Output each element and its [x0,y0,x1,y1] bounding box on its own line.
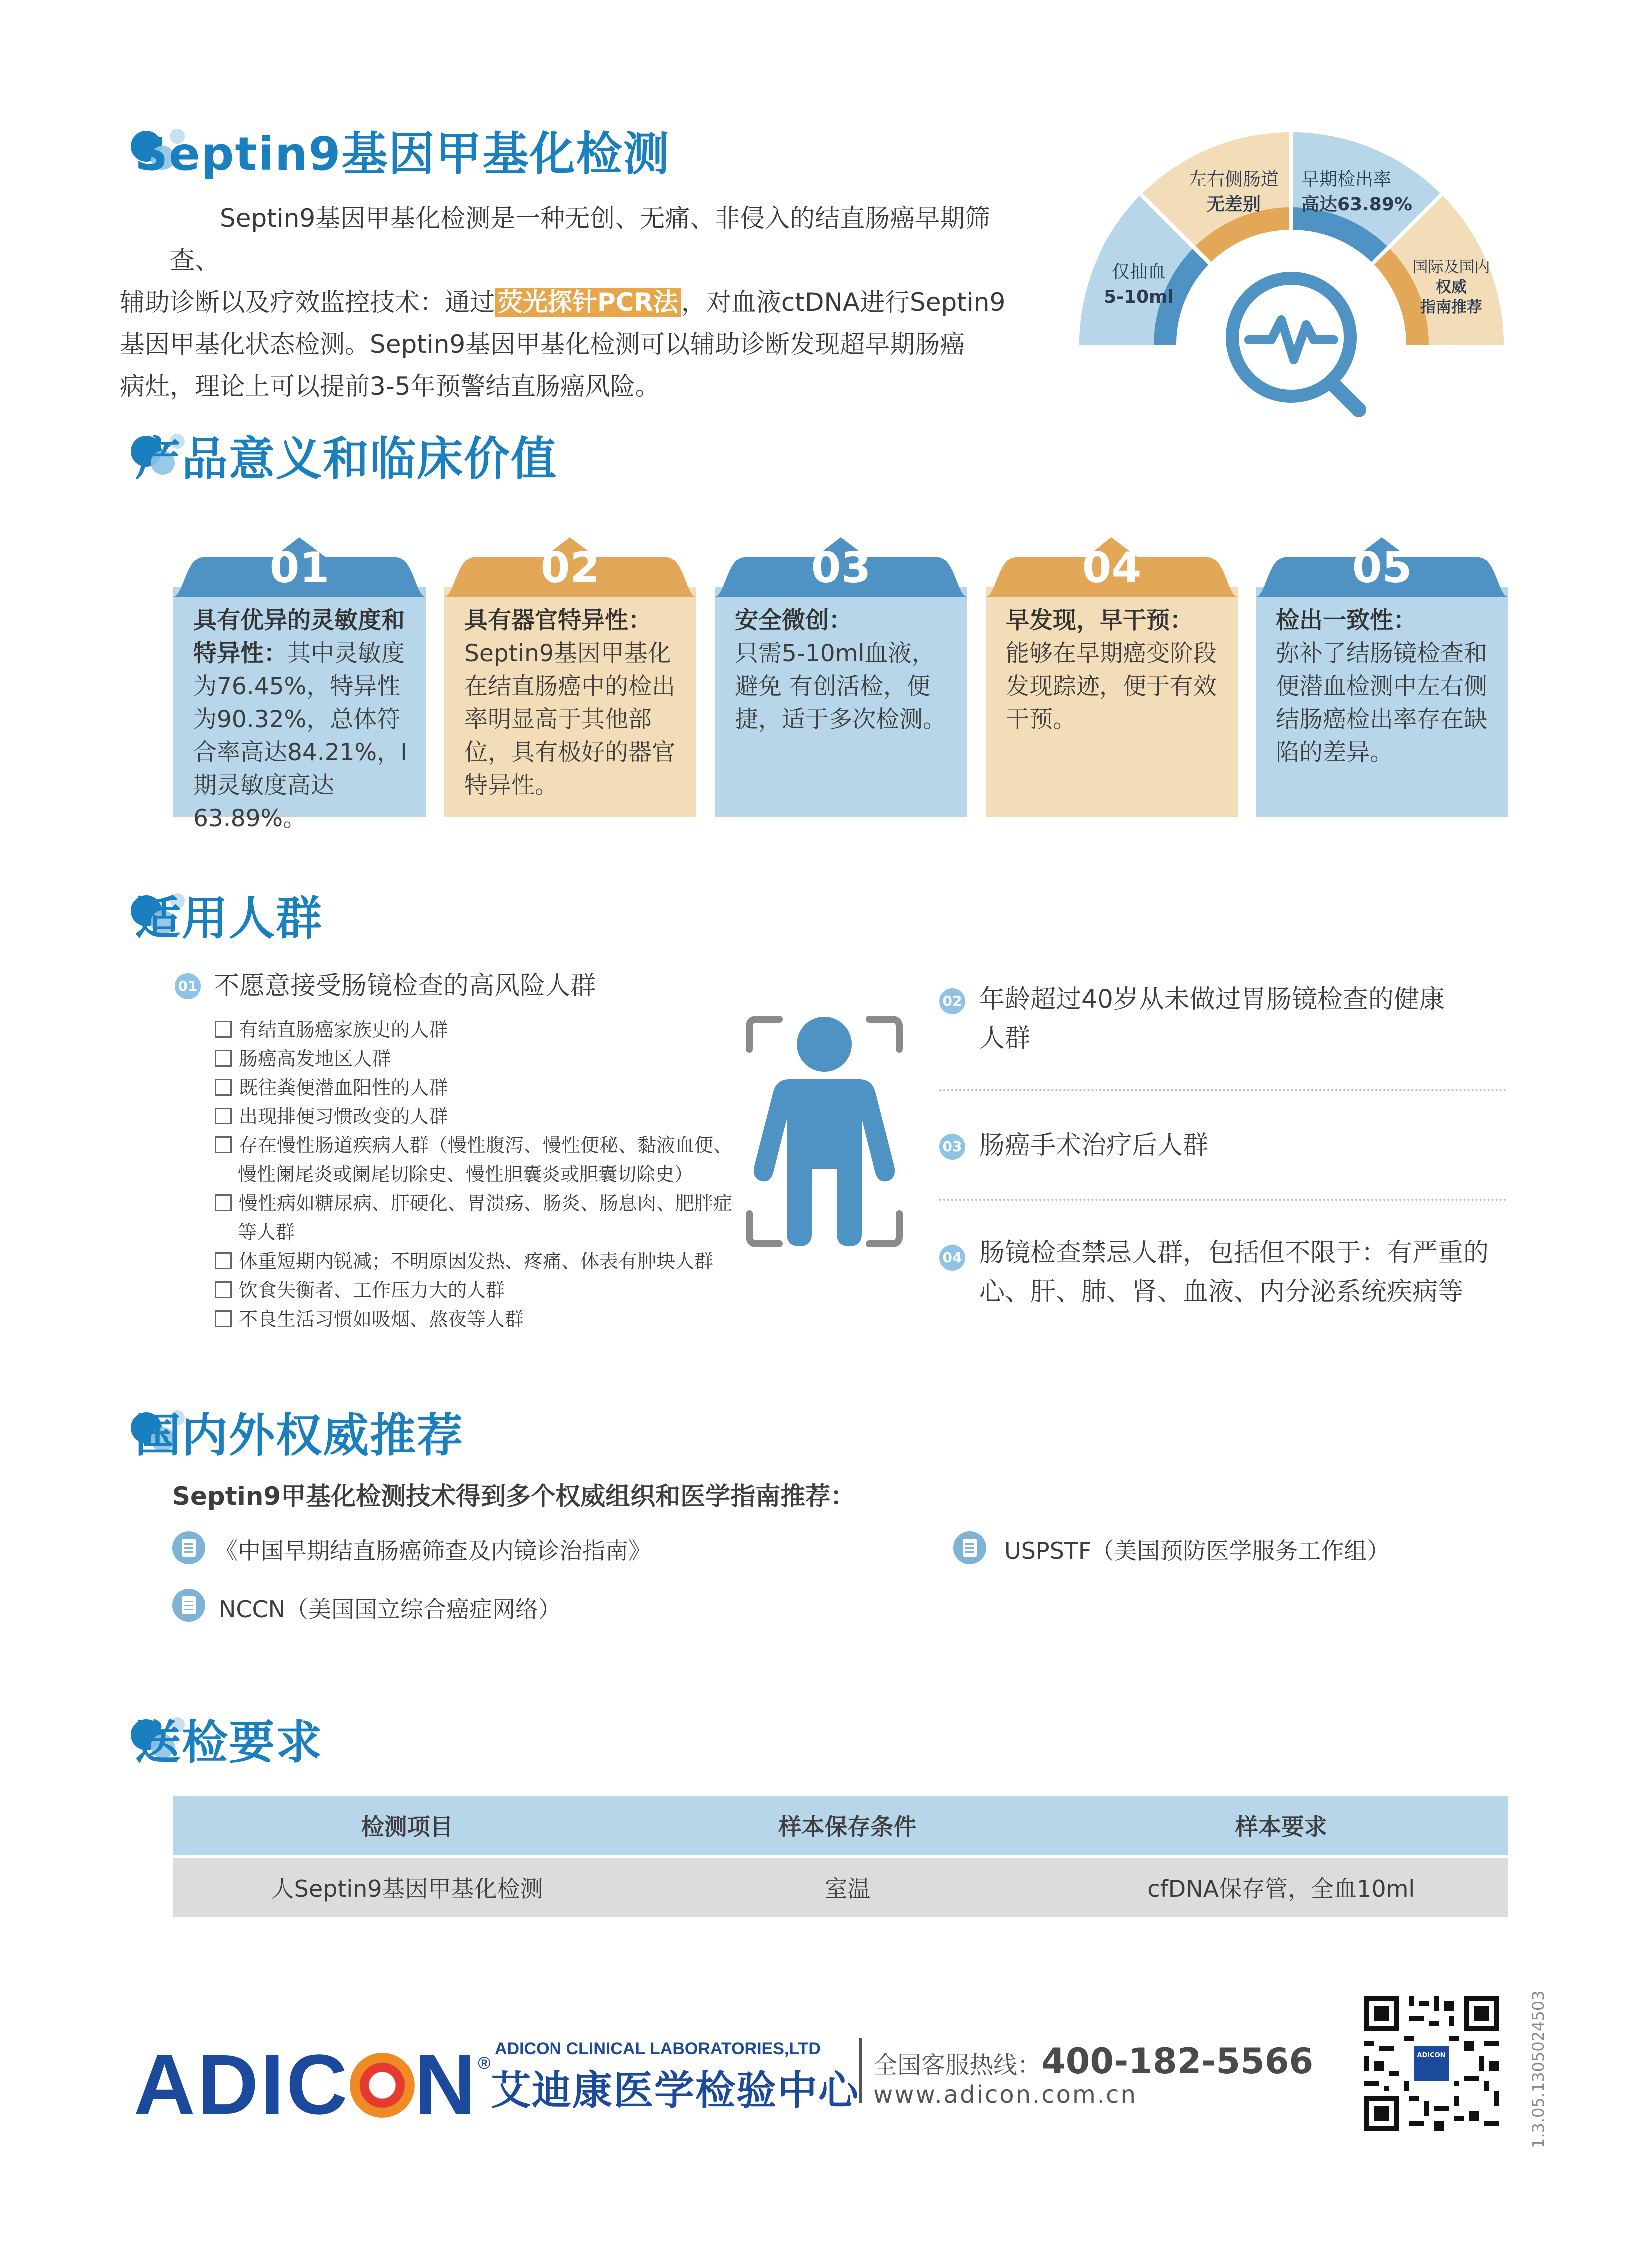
company-cn-name: 艾迪康医学检验中心 [491,2067,859,2114]
intro-paragraph [120,197,1009,407]
hotline-number: 400-182-5566 [1041,2041,1314,2082]
check-item: 饮食失衡者、工作压力大的人群 [215,1276,505,1305]
gauge-label-3-a: 早期检出率 [1301,169,1392,190]
section-title-value: 产品意义和临床价值 [135,432,558,486]
qr-code-icon [1359,1991,1504,2136]
card-number: 01 [269,543,330,593]
group-number-badge: 01 [175,973,201,999]
requirements-table [173,1796,1508,1917]
section-title-population: 适用人群 [135,892,323,945]
group-4-line-1: 肠镜检查禁忌人群，包括但不限于：有严重的 [979,1238,1489,1268]
divider [939,1089,1506,1091]
gauge-label-1 [1099,260,1179,310]
document-icon [953,1531,986,1564]
card-text [464,604,684,802]
intro-line-3: 基因甲基化状态检测。Septin9基因甲基化检测可以辅助诊断发现超早期肠癌 [120,330,965,359]
check-item: 存在慢性肠道疾病人群（慢性腹泻、慢性便秘、黏液血便、 [215,1131,732,1160]
group-number-badge: 02 [939,988,965,1014]
website: www.adicon.com.cn [873,2081,1137,2109]
group-4-line-2: 心、肝、肺、肾、血液、内分泌系统疾病等 [979,1277,1464,1307]
document-icon [172,1589,205,1622]
gauge-label-4 [1404,257,1499,317]
company-en-name: ADICON CLINICAL LABORATORIES,LTD [495,2039,821,2058]
table-row [173,1856,1508,1917]
table-header: 样本保存条件 [640,1796,1054,1856]
intro-line-1: Septin9基因甲基化检测是一种无创、无痛、非侵入的结直肠癌早期筛查、 [170,204,990,275]
card-text [193,604,413,835]
card-body: 能够在早期癌变阶段发现踪迹，便于有效干预。 [1006,640,1217,733]
check-item: 肠癌高发地区人群 [215,1044,391,1073]
section-title-septin9: Septin9基因甲基化检测 [135,127,670,181]
check-item: 既往粪便潜血阳性的人群 [215,1073,448,1102]
value-card-5 [1256,537,1508,817]
table-header-row [173,1796,1508,1856]
card-body: 弥补了结肠镜检查和便潜血检测中左右侧结肠癌检出率存在缺陷的差异。 [1276,640,1487,766]
gauge-label-3 [1301,167,1421,217]
group-number-badge: 04 [939,1245,965,1271]
recommend-item: NCCN（美国国立综合癌症网络） [219,1596,561,1623]
table-cell: 人Septin9基因甲基化检测 [173,1856,640,1917]
check-item: 慢性病如糖尿病、肝硬化、胃溃疡、肠炎、肠息肉、肥胖症 [215,1189,732,1218]
card-number: 02 [540,543,600,593]
intro-line-2a: 辅助诊断以及疗效监控技术：通过 [120,288,495,317]
table-header: 检测项目 [173,1796,640,1856]
logo-text-a: ADIC [134,2037,350,2132]
gauge-label-3-b: 高达63.89% [1301,194,1412,215]
gauge-label-2-b: 无差别 [1206,194,1261,215]
divider [939,1199,1506,1201]
table-header: 样本要求 [1055,1796,1509,1856]
gauge-label-4-a: 国际及国内 [1412,258,1490,276]
value-card-4 [986,537,1238,817]
section-title-requirements: 送检要求 [135,1716,323,1769]
value-card-2 [444,537,696,817]
recommend-intro: Septin9甲基化检测技术得到多个权威组织和医学指南推荐： [172,1482,856,1511]
card-title: 安全微创： [735,607,852,634]
card-title: 具有器官特异性： [464,607,652,634]
logo-text-b: N [414,2037,478,2132]
gauge-label-1-a: 仅抽血 [1111,262,1166,282]
check-item-continued: 慢性阑尾炎或阑尾切除史、慢性胆囊炎或胆囊切除史） [238,1163,694,1185]
check-item: 体重短期内锐减；不明原因发热、疼痛、体表有肿块人群 [215,1247,713,1276]
logo-reg: ® [478,2054,493,2073]
value-card-1 [173,537,426,832]
value-card-3 [715,537,967,817]
footer-divider [859,2038,862,2103]
adicon-logo [134,2036,492,2134]
table-cell: cfDNA保存管，全血10ml [1055,1856,1509,1917]
group-1-label: 不愿意接受肠镜检查的高风险人群 [214,971,596,1001]
check-item: 出现排便习惯改变的人群 [215,1102,448,1131]
recommend-item: USPSTF（美国预防医学服务工作组） [1004,1537,1390,1564]
card-body: 其中灵敏度为76.45%，特异性为90.32%，总体符合率高达84.21%，Ⅰ期灵敏度高达63.89%。 [193,640,408,832]
card-body: 只需5-10ml血液，避免 有创活检，便捷，适于多次检测。 [735,640,946,733]
intro-line-2b: ，对血液ctDNA进行Septin9 [681,288,1006,317]
card-body: Septin9基因甲基化在结直肠癌中的检出率明显高于其他部位，具有极好的器官特异性。 [464,640,675,799]
group-2-label [979,980,1445,1058]
section-title-recommend: 国内外权威推荐 [135,1409,464,1462]
check-item: 不良生活习惯如吸烟、熬夜等人群 [215,1305,524,1334]
table-cell: 室温 [640,1856,1054,1917]
gauge-label-1-b: 5-10ml [1104,287,1174,307]
qr-label: ADICON [1417,2052,1446,2059]
group-2-line-2: 人群 [979,1024,1031,1053]
group-number-badge: 03 [939,1134,965,1160]
card-title: 检出一致性： [1276,607,1417,634]
card-number: 03 [811,543,871,593]
card-title: 具有优异的灵敏度和特异性： [193,607,405,667]
document-icon [172,1531,205,1564]
card-text [1276,604,1496,769]
check-item: 有结直肠癌家族史的人群 [215,1015,448,1044]
document-code: 1.3.05.1305024503 [1529,1990,1548,2148]
hotline [873,2041,1313,2082]
recommend-item: 《中国早期结直肠癌筛查及内镜诊治指南》 [215,1537,651,1564]
card-text [1006,604,1225,736]
person-icon [744,1014,904,1249]
gauge-label-2-a: 左右侧肠道 [1188,169,1279,190]
card-text [735,604,955,736]
logo-sun-icon [350,2053,415,2118]
check-item-continued: 等人群 [238,1221,295,1243]
gauge-label-4-b: 权威 [1436,278,1467,296]
gauge-label-2 [1179,167,1289,217]
gauge-label-4-c: 指南推荐 [1420,298,1482,316]
hotline-label: 全国客服热线： [873,2051,1042,2079]
intro-highlight: 荧光探针PCR法 [495,288,681,317]
group-2-line-1: 年龄超过40岁从未做过胃肠镜检查的健康 [979,985,1445,1014]
group-4-label [979,1234,1489,1312]
card-number: 05 [1352,543,1412,593]
card-number: 04 [1082,543,1142,593]
intro-line-4: 病灶，理论上可以提前3-5年预警结直肠癌风险。 [120,372,660,401]
group-3-label: 肠癌手术治疗后人群 [979,1131,1209,1160]
card-title: 早发现，早干预： [1006,607,1193,634]
